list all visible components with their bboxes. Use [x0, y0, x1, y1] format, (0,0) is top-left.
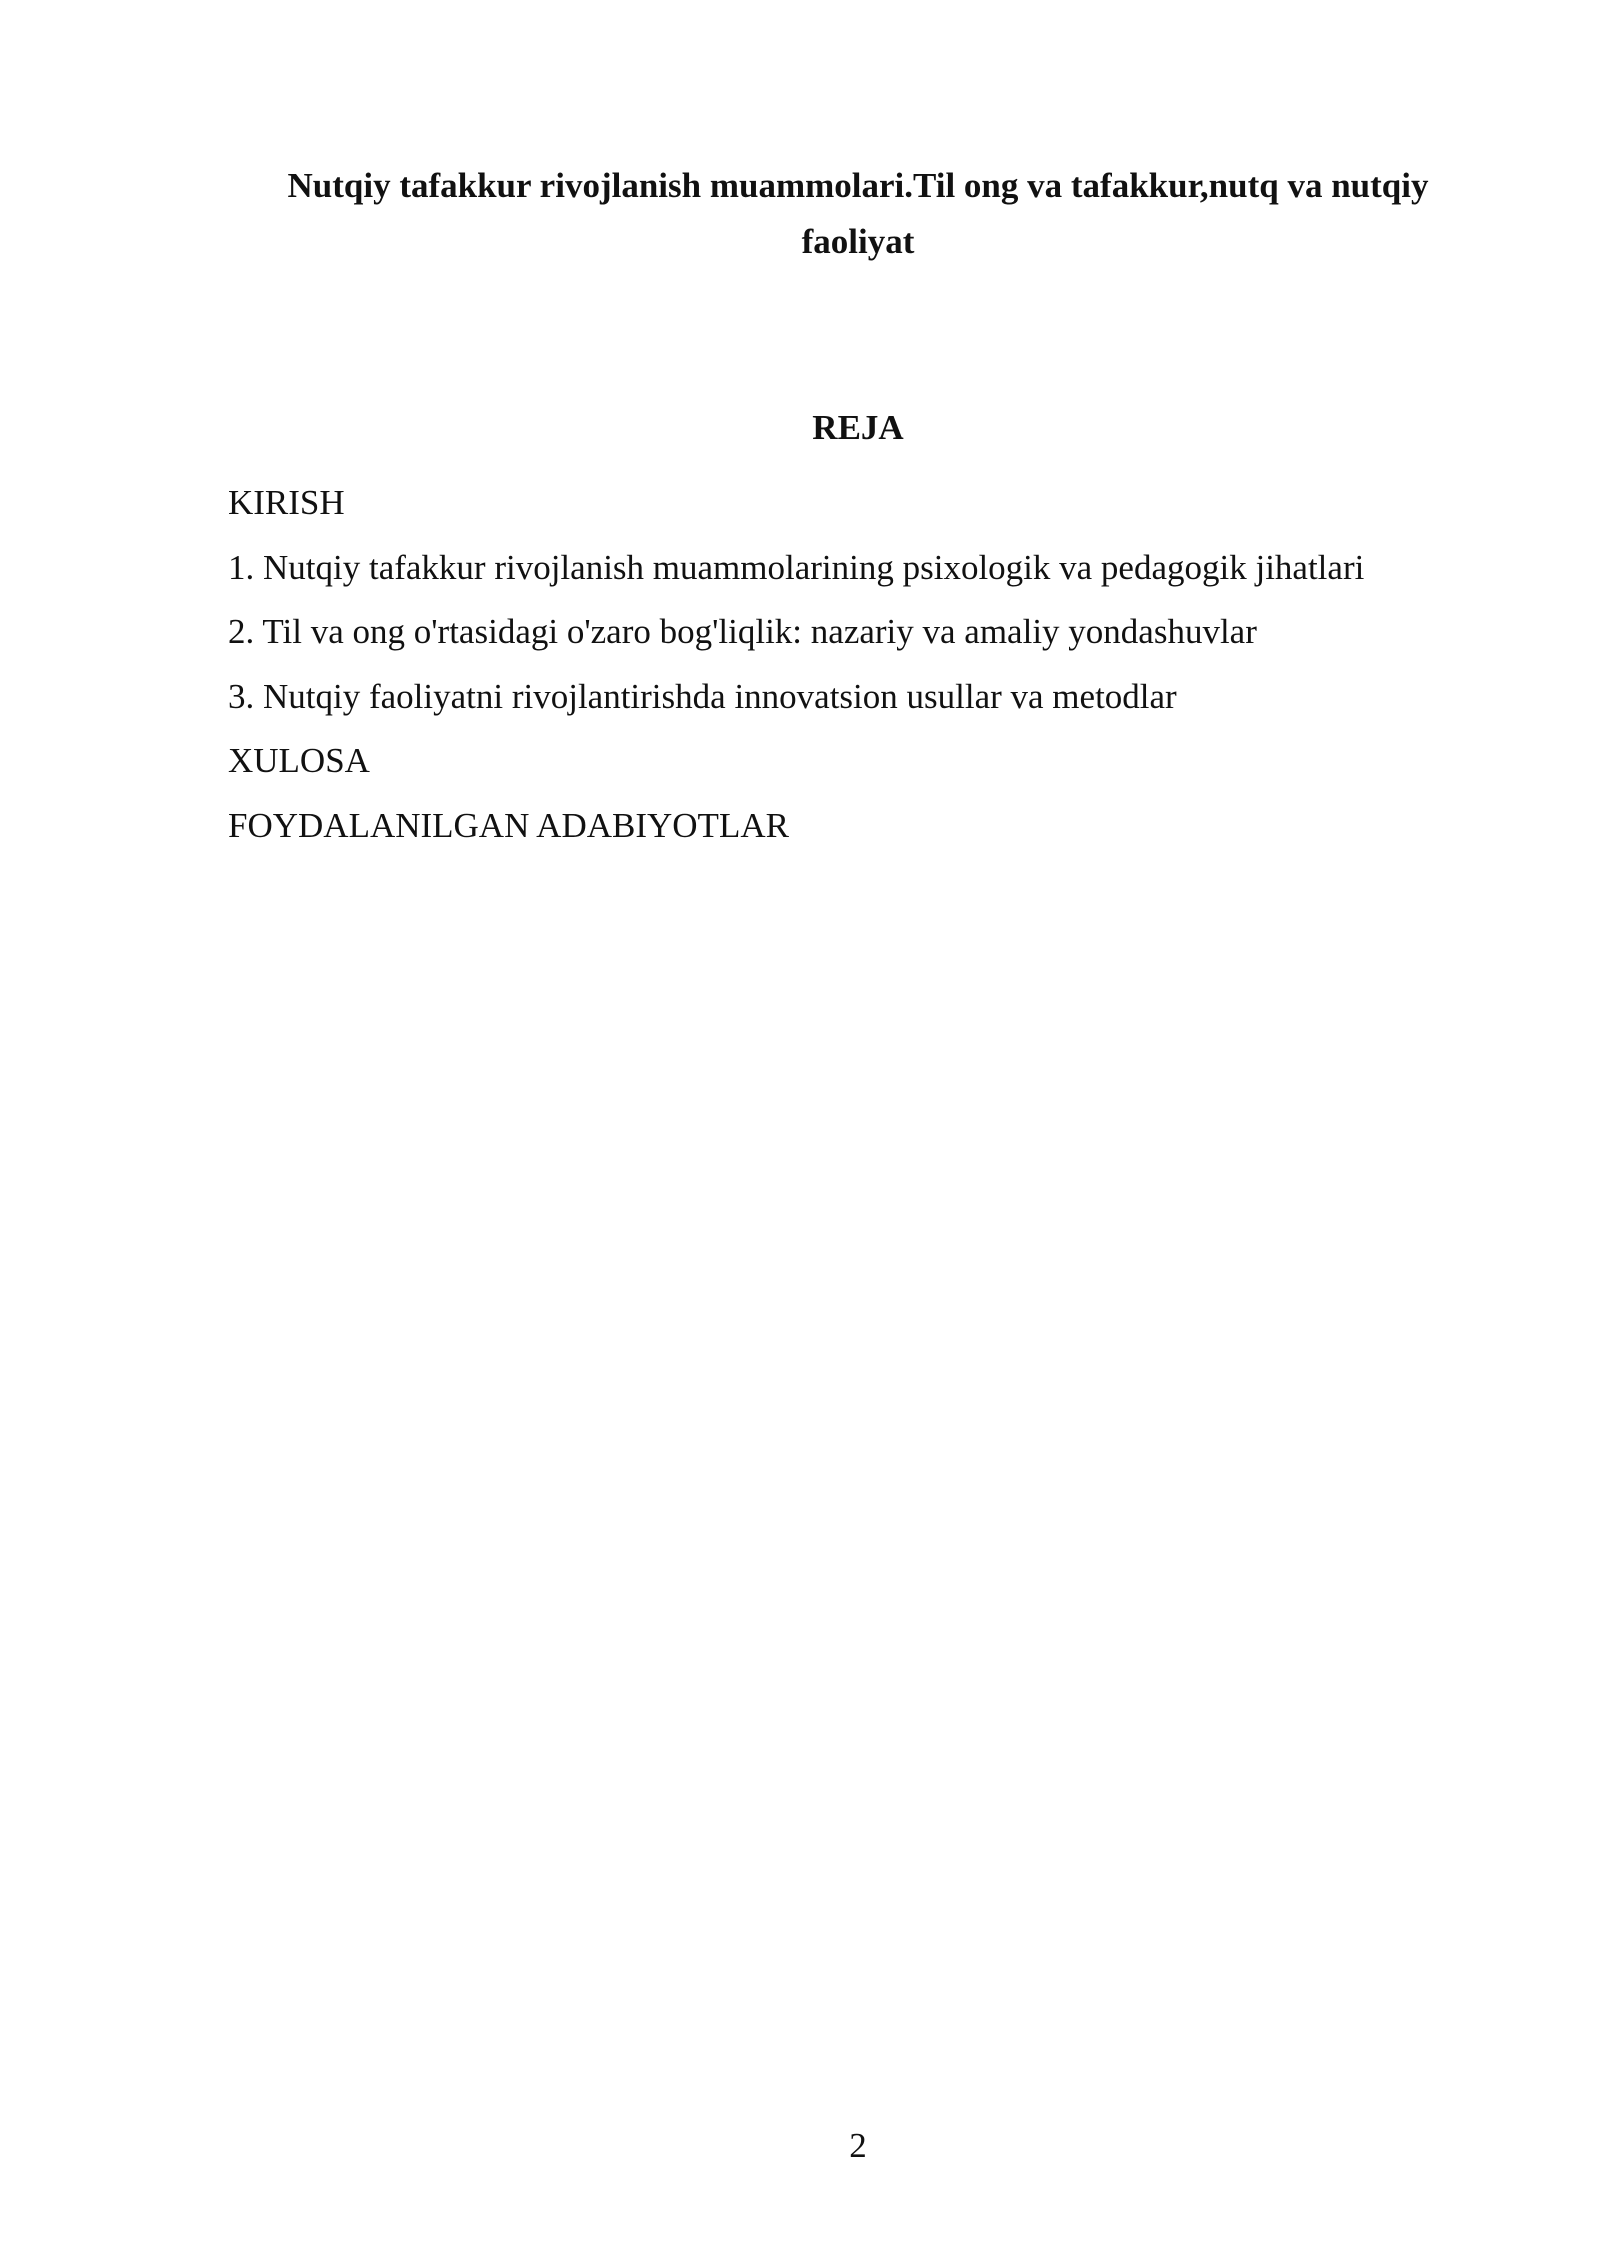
plan-heading: REJA — [812, 408, 904, 447]
plan-item-references: FOYDALANILGAN ADABIYOTLAR — [228, 805, 789, 845]
plan-item-3: 3. Nutqiy faoliyatni rivojlantirishda innovatsion usullar va metodlar — [228, 676, 1177, 716]
plan-item-2: 2. Til va ong o'rtasidagi o'zaro bog'liqlik: nazariy va amaliy yondashuvlar — [228, 612, 1257, 652]
document-title: Nutqiy tafakkur rivojlanish muammolari.Til ong va tafakkur,nutq va nutqiy faoliyat — [287, 166, 1429, 261]
page-number: 2 — [849, 2126, 867, 2165]
plan-item-1: 1. Nutqiy tafakkur rivojlanish muammolarining psixologik va pedagogik jihatlari — [228, 547, 1365, 587]
plan-item-introduction: KIRISH — [228, 483, 345, 522]
plan-list — [228, 471, 1528, 859]
plan-item-conclusion: XULOSA — [228, 741, 370, 781]
